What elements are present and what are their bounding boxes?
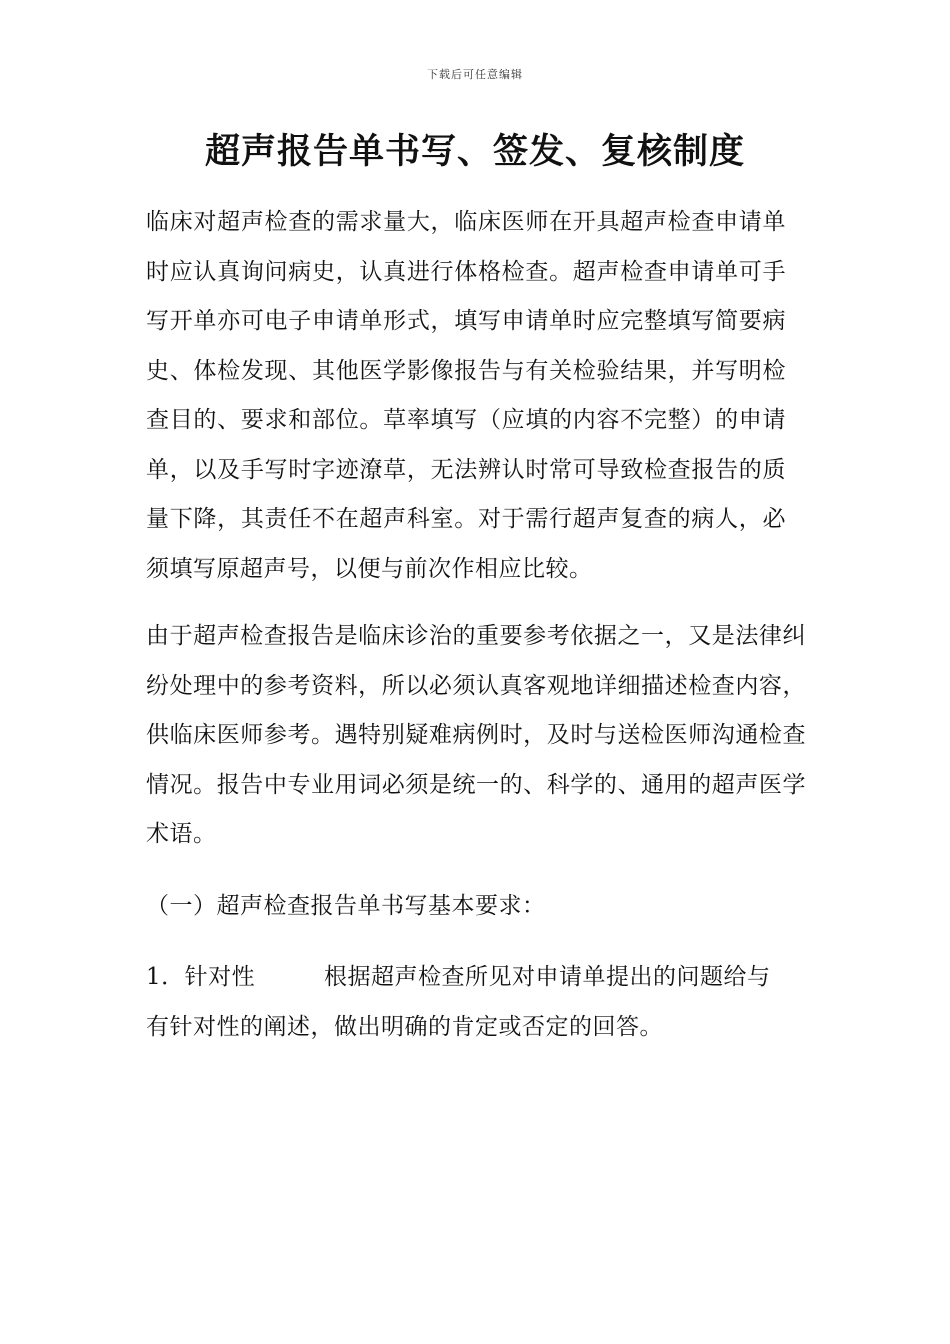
paragraph-report-importance: 由于超声检查报告是临床诊治的重要参考依据之一，又是法律纠纷处理中的参考资料，所以必须认真客观地详细描述检查内容，供临床医师参考。遇特别疑难病例时，及时与送检医师沟通检查情况。报告中专业用词必须是统一的、科学的、通用的超声医学术语。 bbox=[146, 623, 806, 847]
requirement-item bbox=[146, 953, 786, 1052]
requirement-item-text: 根据超声检查所见对申请单提出的问题给与有针对性的阐述，做出明确的肯定或否定的回答。 bbox=[146, 964, 771, 1040]
header-note: 下载后可任意编辑 bbox=[427, 68, 523, 81]
section-heading: （一）超声检查报告单书写基本要求： bbox=[146, 892, 546, 919]
document-title: 超声报告单书写、签发、复核制度 bbox=[204, 131, 745, 172]
paragraph-requisition: 临床对超声检查的需求量大，临床医师在开具超声检查申请单时应认真询问病史，认真进行体格检查。超声检查申请单可手写开单亦可电子申请单形式，填写申请单时应完整填写简要病史、体检发现、其他医学影像报告与有关检验结果，并写明检查目的、要求和部位。草率填写（应填的内容不完整）的申请单，以及手写时字迹潦草，无法辨认时常可导致检查报告的质量下降，其责任不在超声科室。对于需行超声复查的病人，必须填写原超声号，以便与前次作相应比较。 bbox=[146, 209, 786, 582]
document-body bbox=[146, 198, 806, 1052]
requirement-item-label: 1．针对性 bbox=[146, 964, 256, 990]
